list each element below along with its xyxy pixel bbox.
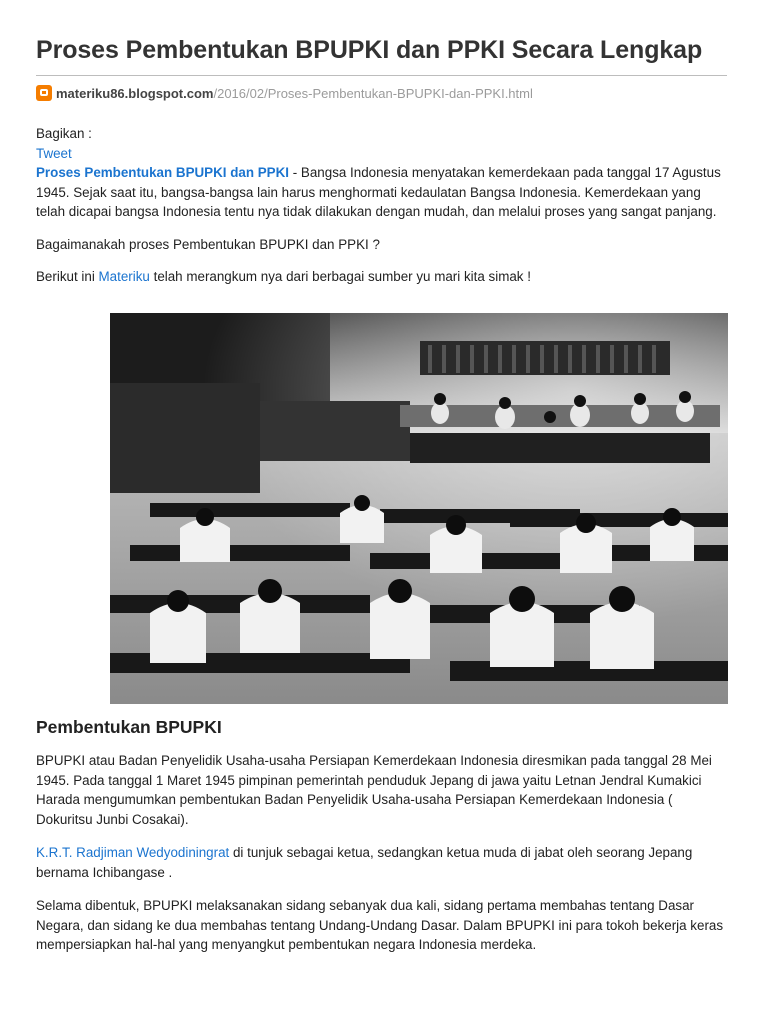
- article-intro: [36, 124, 732, 287]
- blogger-icon: [36, 85, 52, 101]
- section-paragraph-2: [36, 843, 732, 882]
- assembly-photo-illustration: [110, 313, 728, 704]
- tweet-link[interactable]: Tweet: [36, 145, 72, 161]
- question-paragraph: Bagaimanakah proses Pembentukan BPUPKI dan PPKI ?: [36, 236, 380, 252]
- summary-suffix: telah merangkum nya dari berbagai sumber yu mari kita simak !: [149, 269, 531, 284]
- radjiman-link[interactable]: K.R.T. Radjiman Wedyodiningrat: [36, 845, 230, 860]
- source-path[interactable]: /2016/02/Proses-Pembentukan-BPUPKI-dan-PPKI.html: [213, 85, 533, 101]
- article-photo: [110, 313, 728, 704]
- section-paragraph-2-text: di tunjuk sebagai ketua, sedangkan ketua muda di jabat oleh seorang Jepang bernama Ichibangase .: [36, 845, 693, 880]
- section-paragraph-1: BPUPKI atau Badan Penyelidik Usaha-usaha Persiapan Kemerdekaan Indonesia diresmikan pada tanggal 28 Mei 1945. Pada tanggal 1 Maret 1945 pimpinan pemerintah penduduk Jepang di jawa yaitu Letnan Jendral Kumakici Harada mengumumkan pembentukan Badan Penyelidik Usaha-usaha Persiapan Kemerdekaan Indonesia ( Dokuritsu Junbi Cosakai).: [36, 753, 712, 827]
- lead-link[interactable]: Proses Pembentukan BPUPKI dan PPKI: [36, 165, 290, 180]
- section-heading: Pembentukan BPUPKI: [36, 717, 222, 737]
- section-paragraph-3: Selama dibentuk, BPUPKI melaksanakan sidang sebanyak dua kali, sidang pertama membahas tentang Dasar Negara, dan sidang ke dua membahas tentang Undang-Undang Dasar. Dalam BPUPKI ini para tokoh bekerja keras mempersiapkan hal-hal yang menyangkut pembentukan negara Indonesia merdeka.: [36, 898, 724, 952]
- summary-paragraph: [36, 267, 732, 287]
- title-divider: [36, 75, 727, 76]
- section-body: [36, 751, 732, 955]
- lead-text: - Bangsa Indonesia menyatakan kemerdekaan pada tanggal 17 Agustus 1945. Sejak saat itu, bangsa-bangsa lain harus menghormati kedaulatan Bangsa Indonesia. Kemerdekaan yang telah dicapai bangsa Indonesia tentu nya tidak dilakukan dengan mudah, dan melalui proses yang sangat panjang.: [36, 165, 721, 219]
- source-url[interactable]: [36, 84, 533, 102]
- materiku-link[interactable]: Materiku: [98, 269, 150, 284]
- share-label: Bagikan :: [36, 126, 92, 141]
- page-title: Proses Pembentukan BPUPKI dan PPKI Secara Lengkap: [36, 36, 703, 64]
- summary-prefix: Berikut ini: [36, 269, 99, 284]
- intro-paragraph: [36, 163, 732, 222]
- source-domain[interactable]: materiku86.blogspot.com: [56, 85, 214, 101]
